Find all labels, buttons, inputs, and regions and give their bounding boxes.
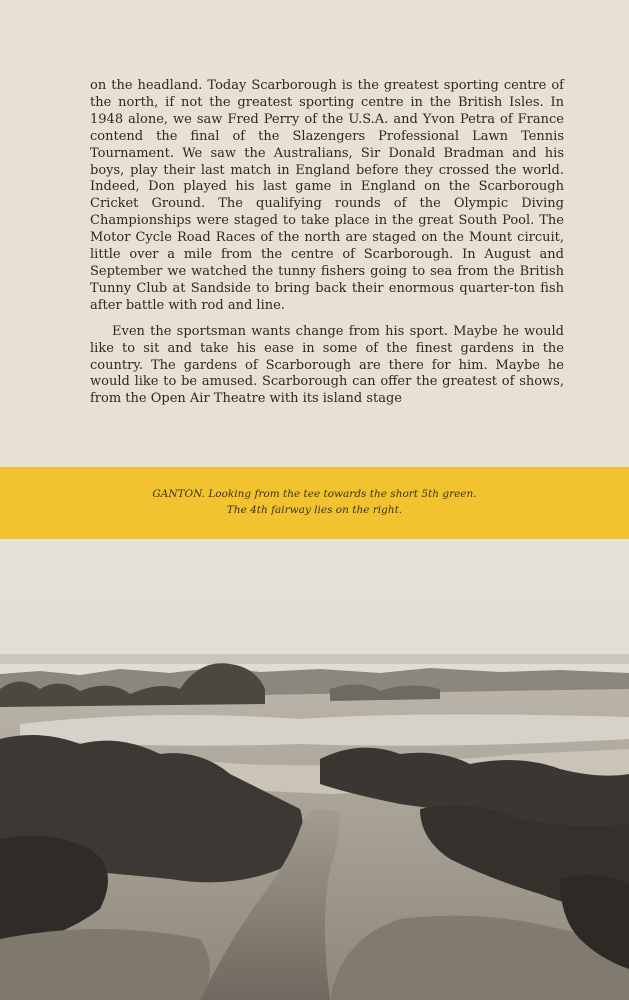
photo-caption bbox=[0, 486, 629, 518]
caption-line-1: GANTON. Looking from the tee towards the short 5th green. bbox=[152, 488, 477, 500]
golf-course-photo bbox=[0, 539, 629, 1000]
paragraph-1: on the headland. Today Scarborough is the greatest sporting centre of the north, if not the greatest sporting centre in the British Isles. In 1948 alone, we saw Fred Perry of the U.S.A. and Yvon Petra of France contend the final of the Slazengers Professional Lawn Tennis Tournament. We saw the Australians, Sir Donald Bradman and his boys, play their last match in England before they crossed the world. Indeed, Don played his last game in England on the Scarborough Cricket Ground. The qualifying rounds of the Olympic Diving Championships were staged to take place in the great South Pool. The Motor Cycle Road Races of the north are staged on the Mount circuit, little over a mile from the centre of Scarborough. In August and September we watched the tunny fishers going to sea from the British Tunny Club at Sandside to bring back their enormous quarter-ton fish after battle with rod and line. bbox=[90, 78, 564, 313]
paragraph-2: Even the sportsman wants change from his sport. Maybe he would like to sit and take his ease in some of the finest gardens in the country. The gardens of Scarborough are there for him. Maybe he would like to be amused. Scarborough can offer the greatest of shows, from the Open Air Theatre with its island stage bbox=[90, 323, 564, 407]
caption-line-2: The 4th fairway lies on the right. bbox=[226, 504, 403, 516]
body-text bbox=[90, 78, 564, 408]
